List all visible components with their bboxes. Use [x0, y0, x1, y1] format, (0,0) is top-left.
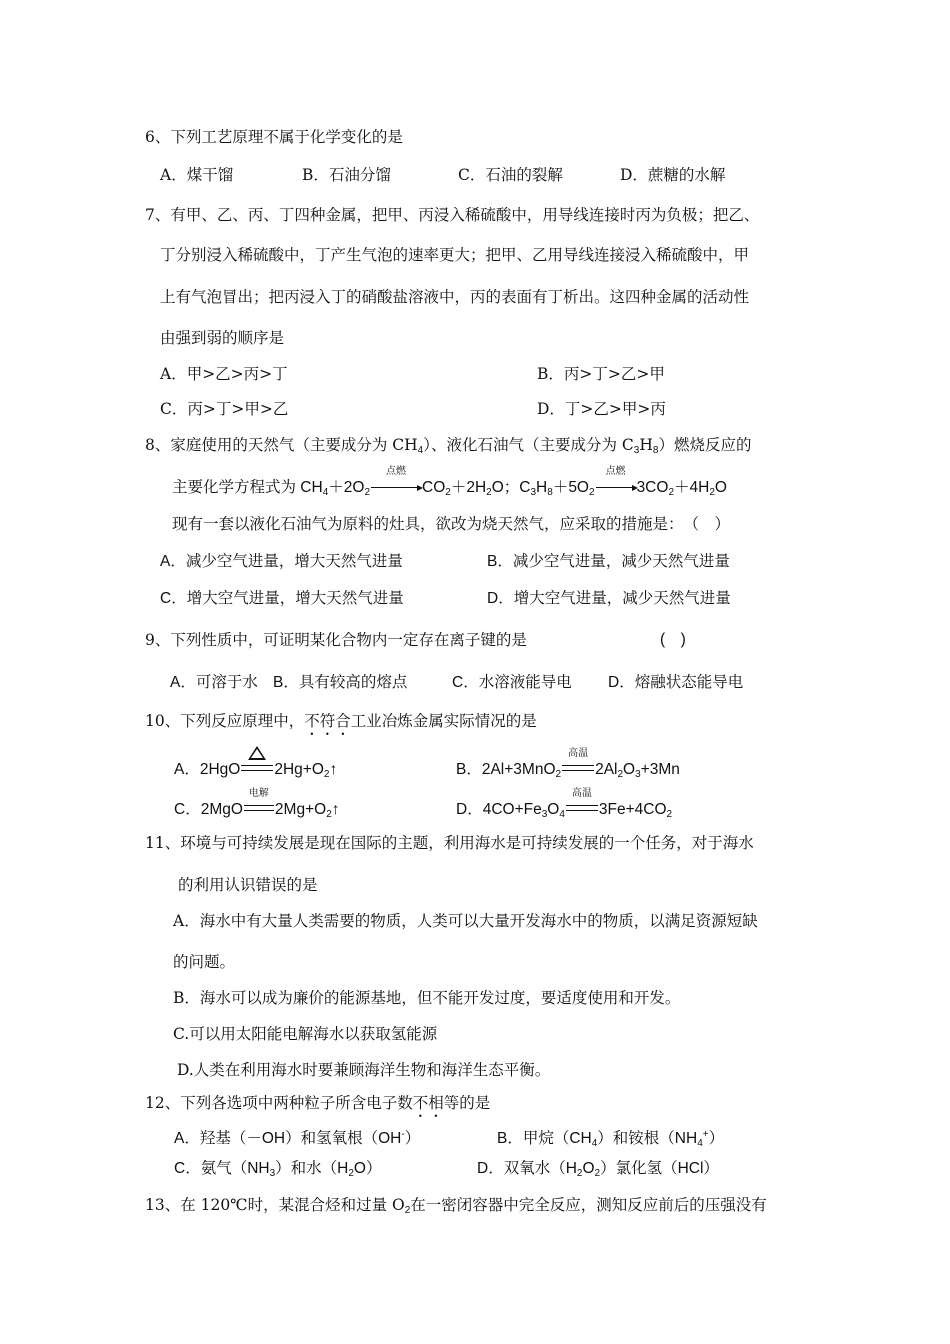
equation-text: 2Hg+O: [274, 761, 324, 778]
q8-equation-line: [172, 466, 727, 498]
subscript: 2: [348, 1168, 354, 1179]
q7-option-b: B．丙>丁>乙>甲: [537, 365, 665, 383]
q10-emphasis: 不符合: [304, 712, 351, 730]
option-text: O）: [353, 1160, 382, 1177]
q10-stem-text: 工业冶炼金属实际情况的是: [350, 712, 537, 730]
q9-stem: 9、下列性质中，可证明某化合物内一定存在离子键的是: [145, 631, 527, 649]
q12-option-d: [477, 1159, 719, 1179]
high-temp-condition-icon: [565, 788, 599, 820]
equation-text: 2Al+3MnO: [481, 761, 556, 778]
condition-label: 高温: [571, 788, 592, 799]
equation-text: 2MgO: [200, 801, 243, 818]
q7-option-c: C．丙>丁>甲>乙: [160, 400, 289, 418]
option-text: O: [582, 1160, 595, 1177]
option-text: ）: [404, 1130, 421, 1147]
q11-stem-line-1: 11、环境与可持续发展是现在国际的主题，利用海水是可持续发展的一个任务，对于海水: [145, 834, 754, 852]
q7-option-a: A．甲>乙>丙>丁: [160, 365, 288, 383]
subscript: 8: [652, 445, 659, 456]
equation-text: ＋2H: [450, 479, 487, 496]
equation-text: 2HgO: [199, 761, 241, 778]
heat-condition-icon: [240, 760, 274, 780]
q10-option-d: [456, 788, 673, 820]
subscript: 2: [617, 769, 624, 780]
q12-stem-text: 等的是: [443, 1094, 491, 1112]
subscript: 2: [709, 487, 715, 498]
q8-stem-text: H: [639, 436, 653, 454]
equation-text: ＋2O: [328, 479, 365, 496]
equation-text: +3Mn: [640, 761, 680, 778]
subscript: 4: [417, 445, 424, 456]
q12-option-b: [497, 1129, 724, 1149]
condition-label: 电解: [248, 788, 269, 799]
option-text: A．羟基（－OH）和氢氧根（OH: [174, 1130, 402, 1147]
q8-stem-text: 8、家庭使用的天然气（主要成分为 CH: [145, 436, 418, 454]
option-label: A．: [174, 761, 200, 778]
q8-stem-text: ）、液化石油气（主要成分为 C: [423, 436, 634, 454]
q6-options: [160, 165, 860, 187]
subscript: 8: [547, 487, 553, 498]
q10-option-a: [174, 760, 337, 780]
q8-option-d: D．增大空气进量，减少天然气进量: [487, 590, 731, 607]
equal-sign-icon: [241, 765, 273, 771]
equation-text: 3Fe+4CO: [598, 801, 667, 818]
option-text: ）和铵根（NH: [597, 1130, 698, 1147]
subscript: 2: [668, 487, 674, 498]
equation-text: O: [547, 801, 560, 818]
condition-label: 高温: [568, 748, 589, 759]
q7-option-d: D．丁>乙>甲>丙: [537, 400, 666, 418]
subscript: 2: [589, 487, 595, 498]
subscript: 3: [530, 487, 537, 498]
q11-option-a-line-1: A．海水中有大量人类需要的物质，人类可以大量开发海水中的物质，以满足资源短缺: [173, 912, 758, 930]
subscript: 4: [697, 1138, 703, 1149]
superscript: +: [702, 1129, 709, 1140]
q6-option-a: A．煤干馏: [160, 166, 234, 184]
q8-option-a: A．减少空气进量，增大天然气进量: [160, 553, 403, 570]
equation-text: 3CO: [636, 479, 669, 496]
option-text: ）: [708, 1130, 725, 1147]
electrolysis-condition-icon: [243, 788, 275, 820]
equation-text: O: [623, 761, 636, 778]
q10-option-c: [174, 788, 340, 820]
subscript: 4: [322, 487, 329, 498]
subscript: 4: [559, 809, 565, 820]
q11-option-a-line-2: 的问题。: [173, 953, 236, 971]
q13-stem: [145, 1195, 767, 1215]
equal-sign-icon: [244, 805, 274, 811]
equation-text: 主要化学方程式为 CH: [172, 479, 323, 496]
subscript: 2: [404, 1205, 411, 1216]
superscript: -: [401, 1129, 405, 1140]
q7-stem-line-1: 7、有甲、乙、丙、丁四种金属，把甲、丙浸入稀硫酸中，用导线连接时丙为负极；把乙、: [145, 206, 760, 224]
gas-arrow: ↑: [331, 801, 340, 818]
q7-stem-line-4: 由强到弱的顺序是: [160, 329, 285, 347]
q13-stem-text: 13、在 120℃时，某混合烃和过量 O: [145, 1196, 405, 1214]
ignite-arrow-icon: [595, 466, 637, 498]
gas-arrow: ↑: [329, 761, 338, 778]
triangle-icon: [248, 746, 266, 760]
equation-text: H: [536, 479, 548, 496]
equation-text: ＋5O: [552, 479, 589, 496]
equal-sign-icon: [566, 805, 598, 811]
subscript: 2: [486, 487, 492, 498]
subscript: 2: [445, 487, 451, 498]
equation-text: ＋4H: [674, 479, 710, 496]
option-text: D．双氧水（H: [477, 1160, 577, 1177]
option-label: D．: [456, 801, 483, 818]
option-text: ）氯化氢（HCl）: [600, 1160, 719, 1177]
subscript: 3: [541, 809, 548, 820]
condition-label: 点燃: [605, 466, 626, 477]
subscript: 2: [326, 809, 332, 820]
subscript: 2: [576, 1168, 583, 1179]
q10-option-b: [456, 748, 680, 780]
q8-stem-line-3: 现有一套以液化石油气为原料的灶具，欲改为烧天然气，应采取的措施是： （ ）: [172, 515, 731, 533]
arrow-icon: [596, 481, 636, 488]
q9-option-d: D．熔融状态能导电: [608, 674, 744, 691]
q11-option-b: B．海水可以成为廉价的能源基地，但不能开发过度，要适度使用和开发。: [173, 989, 681, 1007]
subscript: 4: [591, 1138, 598, 1149]
option-label: B．: [456, 761, 482, 778]
q6-option-d: D．蔗糖的水解: [620, 166, 726, 184]
ignite-arrow-icon: [370, 466, 422, 498]
subscript: 2: [555, 769, 562, 780]
q10-stem-text: 10、下列反应原理中，: [145, 712, 305, 730]
high-temp-condition-icon: [561, 748, 595, 780]
equation-text: 2Mg+O: [274, 801, 327, 818]
q9-options: [170, 673, 870, 695]
q12-option-c: [174, 1159, 381, 1179]
q11-option-c: C.可以用太阳能电解海水以获取氢能源: [173, 1025, 438, 1043]
q8-option-c: C．增大空气进量，增大天然气进量: [160, 590, 404, 607]
q12-stem: [145, 1093, 490, 1121]
subscript: 2: [323, 769, 330, 780]
equation-text: CO: [422, 479, 446, 496]
q9-answer-paren: ( ): [660, 631, 686, 648]
q12-option-a: [174, 1129, 420, 1149]
subscript: 3: [635, 769, 641, 780]
equation-text: O: [714, 479, 727, 496]
equation-text: 2Al: [595, 761, 618, 778]
q6-option-b: B．石油分馏: [302, 166, 391, 184]
option-text: ）和水（H: [275, 1160, 349, 1177]
equation-text: O；C: [491, 479, 531, 496]
q11-stem-line-2: 的利用认识错误的是: [178, 876, 318, 894]
equal-sign-icon: [562, 765, 594, 771]
option-label: C．: [174, 801, 201, 818]
q11-option-d: D.人类在利用海水时要兼顾海洋生物和海洋生态平衡。: [177, 1061, 551, 1079]
q8-stem-line-1: [145, 435, 751, 455]
option-text: B．甲烷（CH: [497, 1130, 592, 1147]
equation-text: 4CO+Fe: [482, 801, 542, 818]
q7-stem-line-2: 丁分别浸入稀硫酸中，丁产生气泡的速率更大；把甲、乙用导线连接浸入稀硫酸中，甲: [160, 246, 750, 264]
q6-option-c: C．石油的裂解: [458, 166, 563, 184]
subscript: 2: [594, 1168, 601, 1179]
q13-stem-text: 在一密闭容器中完全反应，测知反应前后的压强没有: [410, 1196, 767, 1214]
option-text: C．氨气（NH: [174, 1160, 270, 1177]
q7-stem-line-3: 上有气泡冒出；把丙浸入丁的硝酸盐溶液中，丙的表面有丁析出。这四种金属的活动性: [160, 288, 750, 306]
subscript: 3: [269, 1168, 276, 1179]
arrow-icon: [371, 481, 421, 488]
subscript: 2: [666, 809, 673, 820]
q12-emphasis: 不相: [412, 1094, 444, 1112]
q8-option-b: B．减少空气进量，减少天然气进量: [487, 553, 730, 570]
q9-option-a: A．可溶于水: [170, 674, 258, 691]
q12-stem-text: 12、下列各选项中两种粒子所含电子数: [145, 1094, 413, 1112]
subscript: 3: [633, 445, 640, 456]
q9-option-c: C．水溶液能导电: [452, 674, 572, 691]
condition-label: 点燃: [386, 466, 407, 477]
q8-stem-text: ）燃烧反应的: [658, 436, 752, 454]
subscript: 2: [364, 487, 371, 498]
q9-option-b: B．具有较高的熔点: [273, 674, 408, 691]
q6-stem: 6、下列工艺原理不属于化学变化的是: [145, 128, 403, 146]
q10-stem: [145, 711, 537, 739]
